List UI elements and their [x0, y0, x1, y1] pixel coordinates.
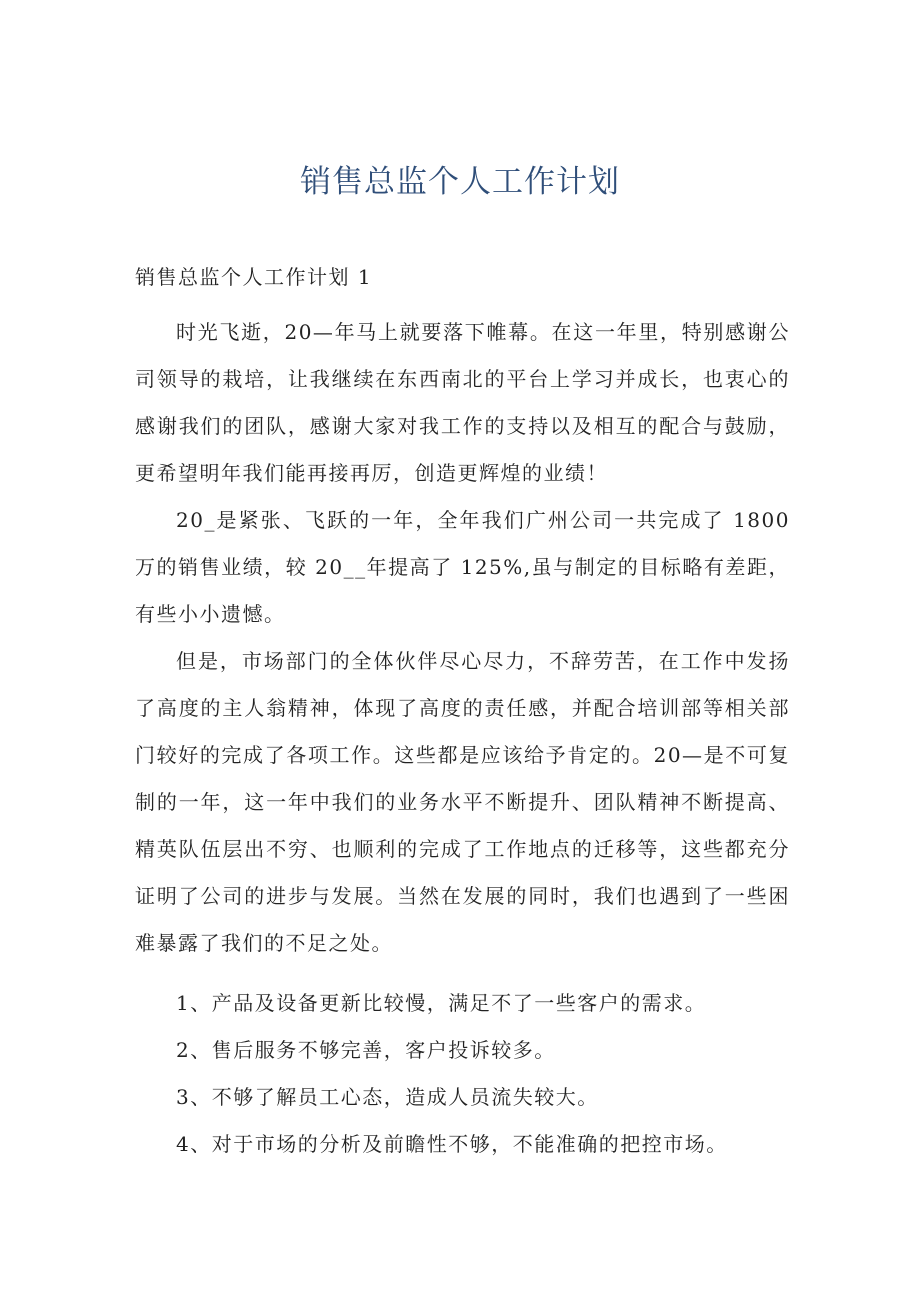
paragraph-2: 20_是紧张、飞跃的一年，全年我们广州公司一共完成了 1800 万的销售业绩，较 20__年提高了 125%,虽与制定的目标略有差距，有些小小遗憾。	[135, 508, 790, 626]
list-item-1: 1、产品及设备更新比较慢，满足不了一些客户的需求。	[176, 991, 707, 1015]
document-title: 销售总监个人工作计划	[300, 164, 620, 200]
paragraph-3: 但是，市场部门的全体伙伴尽心尽力，不辞劳苦，在工作中发扬了高度的主人翁精神，体现了高度的责任感，并配合培训部等相关部门较好的完成了各项工作。这些都是应该给予肯定的。20—是不可复制的一年，这一年中我们的业务水平不断提升、团队精神不断提高、精英队伍层出不穷、也顺利的完成了工作地点的迁移等，这些都充分证明了公司的进步与发展。当然在发展的同时，我们也遇到了一些困难暴露了我们的不足之处。	[135, 649, 790, 955]
list-item-2: 2、售后服务不够完善，客户投诉较多。	[176, 1038, 556, 1062]
list-item-3: 3、不够了解员工心态，造成人员流失较大。	[176, 1085, 599, 1109]
list-item-4: 4、对于市场的分析及前瞻性不够，不能准确的把控市场。	[176, 1132, 728, 1156]
paragraph-1: 时光飞逝，20—年马上就要落下帷幕。在这一年里，特别感谢公司领导的栽培，让我继续在东西南北的平台上学习并成长，也衷心的感谢我们的团队，感谢大家对我工作的支持以及相互的配合与鼓励，更希望明年我们能再接再厉，创造更辉煌的业绩！	[135, 320, 790, 485]
section-heading: 销售总监个人工作计划 1	[135, 265, 373, 289]
